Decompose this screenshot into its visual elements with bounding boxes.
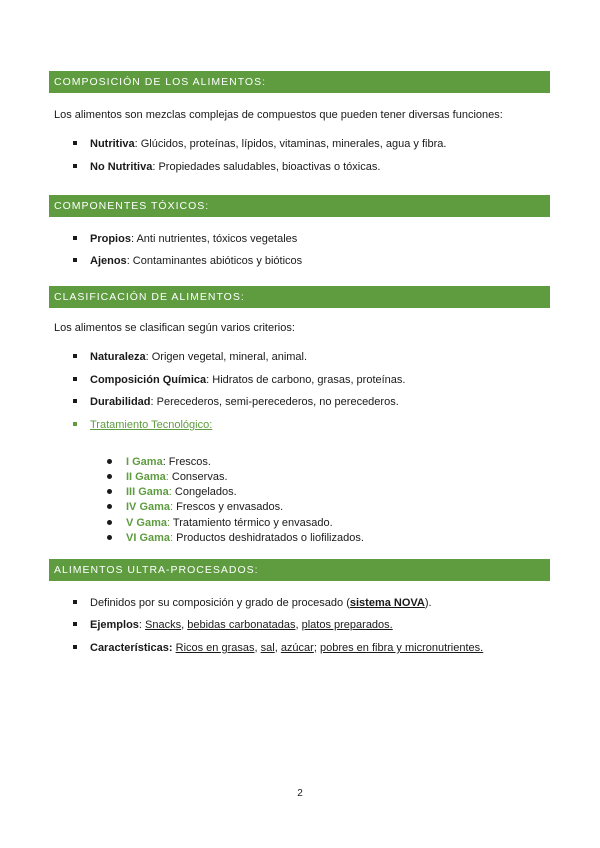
list-item: Naturaleza: Origen vegetal, mineral, animal.	[73, 351, 307, 363]
list-item: Características: Ricos en grasas, sal, azúcar; pobres en fibra y micronutrientes.	[73, 642, 483, 654]
bullet-icon	[107, 535, 112, 540]
composicion-intro: Los alimentos son mezclas complejas de compuestos que pueden tener diversas funciones:	[54, 109, 503, 121]
list-item: Nutritiva: Glúcidos, proteínas, lípidos, vitaminas, minerales, agua y fibra.	[73, 138, 446, 150]
gama-item: IV Gama: Frescos y envasados.	[107, 501, 283, 513]
bullet-icon	[73, 236, 77, 240]
link-fibra[interactable]: pobres en fibra y micronutrientes.	[319, 642, 484, 654]
bullet-icon	[107, 504, 112, 509]
bullet-icon	[107, 474, 112, 479]
bullet-icon	[73, 600, 77, 604]
list-item: Ajenos: Contaminantes abióticos y bióticos	[73, 255, 302, 267]
list-item: No Nutritiva: Propiedades saludables, bioactivas o tóxicas.	[73, 161, 380, 173]
bullet-icon	[73, 645, 77, 649]
section-header-clasificacion: CLASIFICACIÓN DE ALIMENTOS:	[49, 286, 550, 308]
list-item: Composición Química: Hidratos de carbono, grasas, proteínas.	[73, 374, 405, 386]
link-platos[interactable]: platos preparados.	[301, 619, 393, 631]
section-header-ultra: ALIMENTOS ULTRA-PROCESADOS:	[49, 559, 550, 581]
gama-item: III Gama: Congelados.	[107, 486, 237, 498]
list-item-tratamiento	[73, 419, 212, 431]
link-sal[interactable]: sal	[260, 642, 275, 654]
clasificacion-intro: Los alimentos se clasifican según varios criterios:	[54, 322, 295, 334]
list-item: Definidos por su composición y grado de procesado (sistema NOVA).	[73, 597, 432, 609]
bullet-icon	[107, 459, 112, 464]
section-header-composicion: COMPOSICIÓN DE LOS ALIMENTOS:	[49, 71, 550, 93]
bullet-icon	[73, 422, 77, 426]
gama-item: II Gama: Conservas.	[107, 471, 228, 483]
page-number: 2	[297, 788, 303, 799]
gama-item: VI Gama: Productos deshidratados o liofilizados.	[107, 532, 364, 544]
bullet-icon	[107, 489, 112, 494]
bullet-icon	[73, 399, 77, 403]
list-item: Ejemplos: Snacks, bebidas carbonatadas, platos preparados.	[73, 619, 393, 631]
tratamiento-link[interactable]: Tratamiento Tecnológico:	[90, 419, 213, 431]
gama-item: V Gama: Tratamiento térmico y envasado.	[107, 517, 333, 529]
bullet-icon	[73, 164, 77, 168]
link-azucar[interactable]: azúcar	[280, 642, 314, 654]
link-grasas[interactable]: Ricos en grasas	[175, 642, 255, 654]
bullet-icon	[73, 622, 77, 626]
nova-link[interactable]: sistema NOVA	[349, 597, 425, 609]
list-item: Durabilidad: Perecederos, semi-perecederos, no perecederos.	[73, 396, 399, 408]
gama-item: I Gama: Frescos.	[107, 456, 211, 468]
section-header-toxicos: COMPONENTES TÓXICOS:	[49, 195, 550, 217]
link-bebidas[interactable]: bebidas carbonatadas	[187, 619, 296, 631]
link-snacks[interactable]: Snacks	[145, 619, 182, 631]
bullet-icon	[73, 258, 77, 262]
bullet-icon	[73, 354, 77, 358]
bullet-icon	[73, 377, 77, 381]
list-item: Propios: Anti nutrientes, tóxicos vegetales	[73, 233, 297, 245]
bullet-icon	[73, 141, 77, 145]
bullet-icon	[107, 520, 112, 525]
